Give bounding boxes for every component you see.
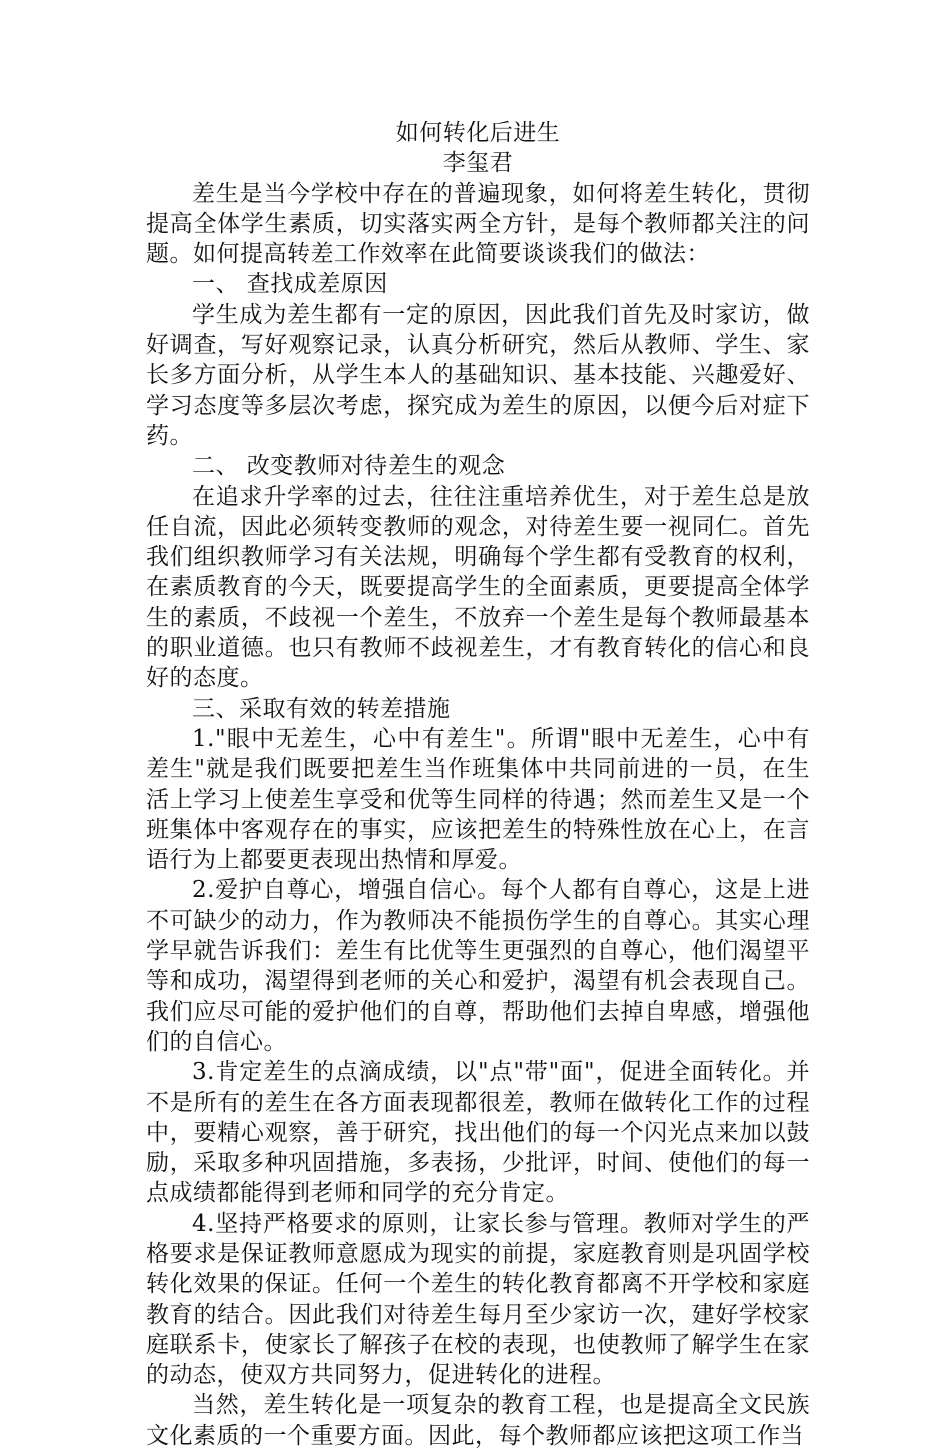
closing-paragraph: 当然，差生转化是一项复杂的教育工程，也是提高全文民族文化素质的一个重要方面。因此，每个教师都应该把这项工作当 [146,1392,810,1449]
section-2-paragraph: 在追求升学率的过去，往往注重培养优生，对于差生总是放任自流，因此必须转变教师的观念，对待差生要一视同仁。首先我们组织教师学习有关法规，明确每个学生都有受教育的权利，在素质教育的今天，既要提高学生的全面素质，更要提高全体学生的素质，不歧视一个差生，不放弃一个差生是每个教师最基本的职业道德。也只有教师不歧视差生，才有教育转化的信心和良好的态度。 [146,483,810,692]
section-1-paragraph: 学生成为差生都有一定的原因，因此我们首先及时家访，做好调查，写好观察记录，认真分析研究，然后从教师、学生、家长多方面分析，从学生本人的基础知识、基本技能、兴趣爱好、学习态度等多层次考虑，探究成为差生的原因，以便今后对症下药。 [146,301,810,449]
measure-1-paragraph: 1."眼中无差生，心中有差生"。所谓"眼中无差生，心中有差生"就是我们既要把差生当作班集体中共同前进的一员，在生活上学习上使差生享受和优等生同样的待遇；然而差生又是一个班集体中客观存在的事实，应该把差生的特殊性放在心上，在言语行为上都要更表现出热情和厚爱。 [146,725,810,874]
document-title: 如何转化后进生 [395,120,561,146]
measure-2-paragraph: 2.爱护自尊心，增强自信心。每个人都有自尊心，这是上进不可缺少的动力，作为教师决不能损伤学生的自尊心。其实心理学早就告诉我们：差生有比优等生更强烈的自尊心，他们渴望平等和成功，渴望得到老师的关心和爱护，渴望有机会表现自己。我们应尽可能的爱护他们的自尊，帮助他们去掉自卑感，增强他们的自信心。 [146,877,810,1055]
section-2-heading: 二、 改变教师对待差生的观念 [192,453,506,480]
measure-4-paragraph: 4.坚持严格要求的原则，让家长参与管理。教师对学生的严格要求是保证教师意愿成为现实的前提，家庭教育则是巩固学校转化效果的保证。任何一个差生的转化教育都离不开学校和家庭教育的结合。因此我们对待差生每月至少家访一次，建好学校家庭联系卡，使家长了解孩子在校的表现，也使教师了解学生在家的动态，使双方共同努力，促进转化的进程。 [146,1210,810,1389]
measure-3-paragraph: 3.肯定差生的点滴成绩，以"点"带"面"，促进全面转化。并不是所有的差生在各方面表现都很差，教师在做转化工作的过程中，要精心观察，善于研究，找出他们的每一个闪光点来加以鼓励，采取多种巩固措施，多表扬，少批评，时间、使他们的每一点成绩都能得到老师和同学的充分肯定。 [146,1059,810,1207]
section-1-heading: 一、 查找成差原因 [192,271,388,298]
document-author: 李玺君 [442,150,514,177]
intro-paragraph: 差生是当今学校中存在的普遍现象，如何将差生转化，贯彻提高全体学生素质，切实落实两全方针，是每个教师都关注的问题。如何提高转差工作效率在此简要谈谈我们的做法： [146,180,810,268]
section-3-heading: 三、采取有效的转差措施 [192,695,451,722]
document-body [146,118,810,1451]
